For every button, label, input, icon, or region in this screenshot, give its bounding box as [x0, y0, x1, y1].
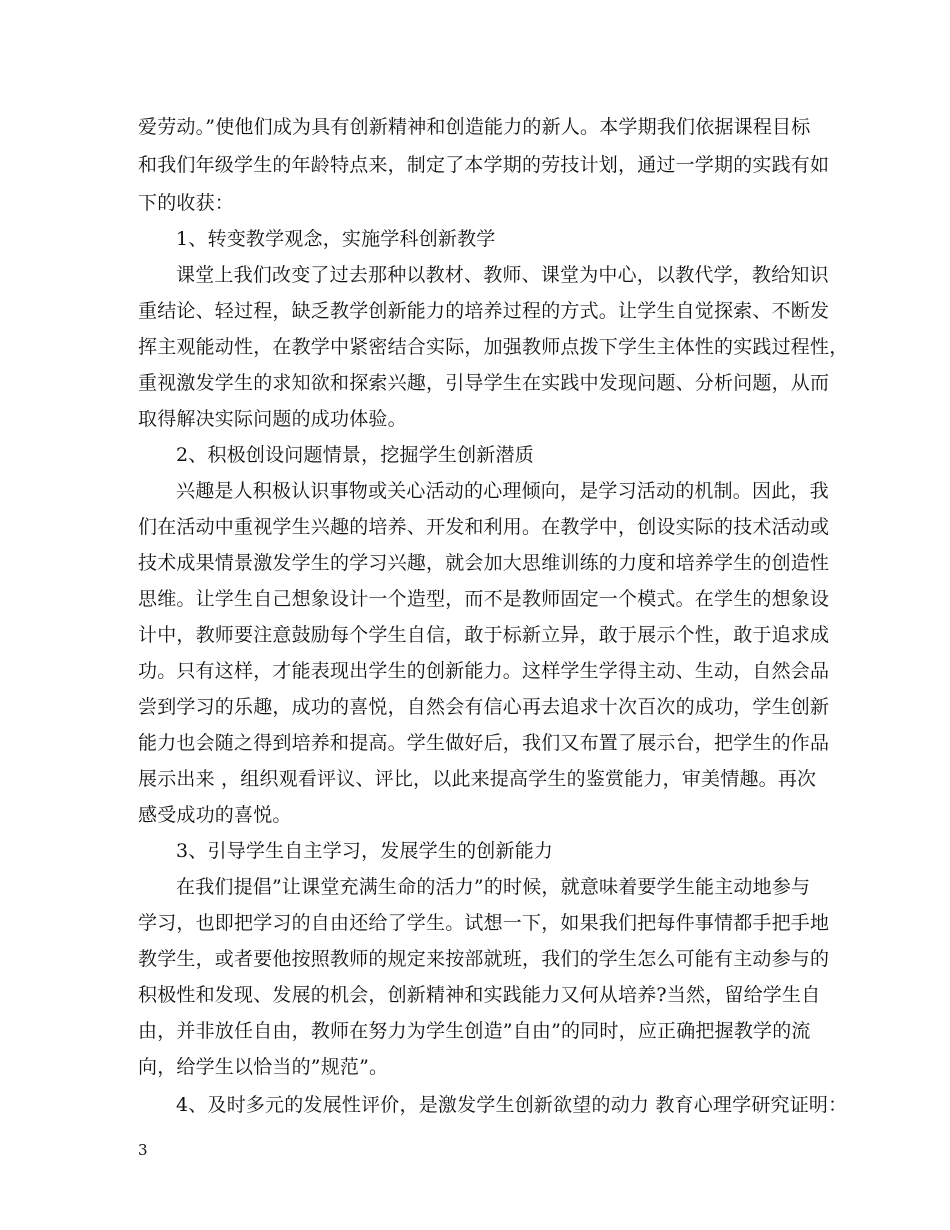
body-text-line: 学习，也即把学习的自由还给了学生。试想一下，如果我们把每件事情都手把手地 — [138, 912, 830, 934]
body-text-line: 挥主观能动性，在教学中紧密结合实际，加强教师点拨下学生主体性的实践过程性， — [138, 336, 849, 358]
page-number: 3 — [138, 1141, 148, 1159]
section-heading-3: 3、引导学生自主学习，发展学生的创新能力 — [176, 840, 554, 862]
body-text-line: 计中，教师要注意鼓励每个学生自信，敢于标新立异，敢于展示个性，敢于追求成 — [138, 624, 830, 646]
body-text-line: 下的收获： — [138, 192, 235, 214]
body-text-line: 向，给学生以恰当的”规范”。 — [138, 1056, 389, 1078]
body-text-line: 重视激发学生的求知欲和探索兴趣，引导学生在实践中发现问题、分析问题，从而 — [138, 372, 830, 394]
body-text-line: 和我们年级学生的年龄特点来，制定了本学期的劳技计划，通过一学期的实践有如 — [138, 154, 830, 176]
body-text-line: 尝到学习的乐趣，成功的喜悦，自然会有信心再去追求十次百次的成功，学生创新 — [138, 696, 830, 718]
body-text-line: 能力也会随之得到培养和提高。学生做好后，我们又布置了展示台，把学生的作品 — [138, 732, 830, 754]
body-text-line: 们在活动中重视学生兴趣的培养、开发和利用。在教学中，创设实际的技术活动或 — [138, 516, 830, 538]
section-heading-4: 4、及时多元的发展性评价，是激发学生创新欲望的动力 教育心理学研究证明： — [176, 1094, 848, 1116]
body-text-line: 在我们提倡”让课堂充满生命的活力”的时候，就意味着要学生能主动地参与 — [176, 876, 811, 898]
section-heading-1: 1、转变教学观念，实施学科创新教学 — [176, 228, 496, 250]
body-text-line: 技术成果情景激发学生的学习兴趣，就会加大思维训练的力度和培养学生的创造性 — [138, 552, 830, 574]
body-text-line: 感受成功的喜悦。 — [138, 804, 292, 826]
body-text-line: 思维。让学生自己想象设计一个造型，而不是教师固定一个模式。在学生的想象设 — [138, 588, 830, 610]
body-text-line: 功。只有这样，才能表现出学生的创新能力。这样学生学得主动、生动，自然会品 — [138, 660, 830, 682]
body-text-line: 教学生，或者要他按照教师的规定来按部就班，我们的学生怎么可能有主动参与的 — [138, 948, 830, 970]
body-text-line: 积极性和发现、发展的机会，创新精神和实践能力又何从培养?当然，留给学生自 — [138, 984, 821, 1006]
section-heading-2: 2、积极创设问题情景，挖掘学生创新潜质 — [176, 444, 534, 466]
body-text-line: 取得解决实际问题的成功体验。 — [138, 408, 407, 430]
body-text-line: 由，并非放任自由，教师在努力为学生创造”自由”的同时，应正确把握教学的流 — [138, 1020, 811, 1042]
body-text-line: 爱劳动。”使他们成为具有创新精神和创造能力的新人。本学期我们依据课程目标 — [138, 116, 811, 138]
body-text-line: 课堂上我们改变了过去那种以教材、教师、课堂为中心，以教代学，教给知识 — [176, 264, 829, 286]
body-text-line: 展示出来 ，组织观看评议、评比，以此来提高学生的鉴赏能力，审美情趣。再次 — [138, 768, 817, 790]
body-text-line: 重结论、轻过程，缺乏教学创新能力的培养过程的方式。让学生自觉探索、不断发 — [138, 300, 830, 322]
body-text-line: 兴趣是人积极认识事物或关心活动的心理倾向，是学习活动的机制。因此，我 — [176, 480, 829, 502]
